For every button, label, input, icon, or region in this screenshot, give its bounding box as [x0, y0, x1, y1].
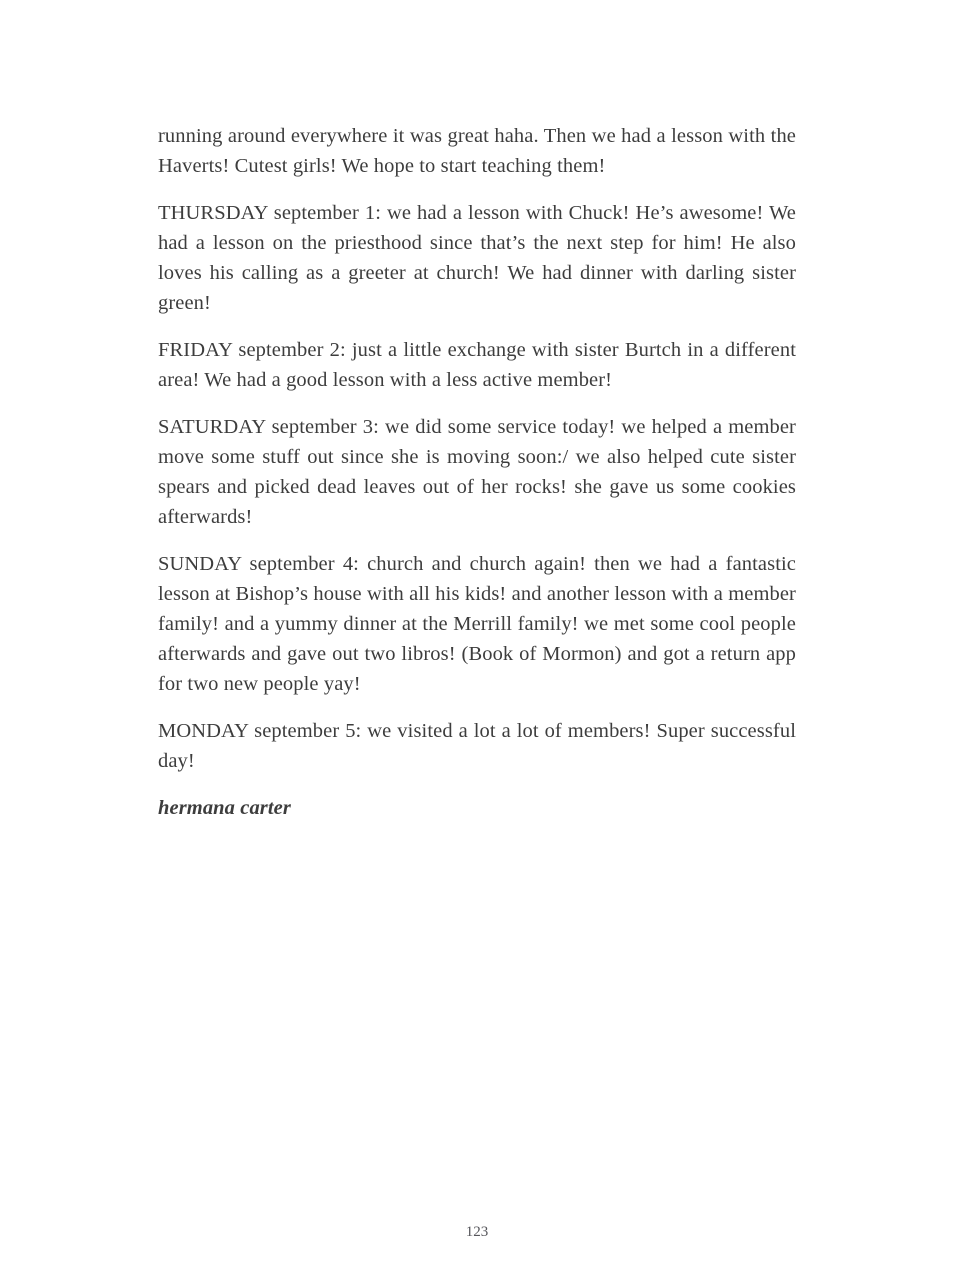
- signature: hermana carter: [158, 797, 291, 819]
- paragraph: FRIDAY september 2: just a little exchange with sister Burtch in a different area! We had a good lesson with a less active member!: [158, 339, 796, 391]
- paragraph: MONDAY september 5: we visited a lot a lot of members! Super successful day!: [158, 720, 796, 772]
- paragraph: SATURDAY september 3: we did some service today! we helped a member move some stuff out since she is moving soon:/ we also helped cute sister spears and picked dead leaves out of her rocks! she gave us some cookies afterwards!: [158, 416, 796, 528]
- page-number: 123: [465, 1224, 489, 1240]
- paragraph: SUNDAY september 4: church and church again! then we had a fantastic lesson at Bishop’s house with all his kids! and another lesson with a member family! and a yummy dinner at the Merrill family! we met some cool people afterwards and gave out two libros! (Book of Mormon) and got a return app for two new people yay!: [158, 553, 796, 695]
- paragraph: running around everywhere it was great haha. Then we had a lesson with the Haverts! Cutest girls! We hope to start teaching them!: [158, 125, 796, 177]
- text-block: [158, 121, 796, 840]
- paragraph: THURSDAY september 1: we had a lesson with Chuck! He’s awesome! We had a lesson on the priesthood since that’s the next step for him! He also loves his calling as a greeter at church! We had dinner with darling sister green!: [158, 202, 796, 314]
